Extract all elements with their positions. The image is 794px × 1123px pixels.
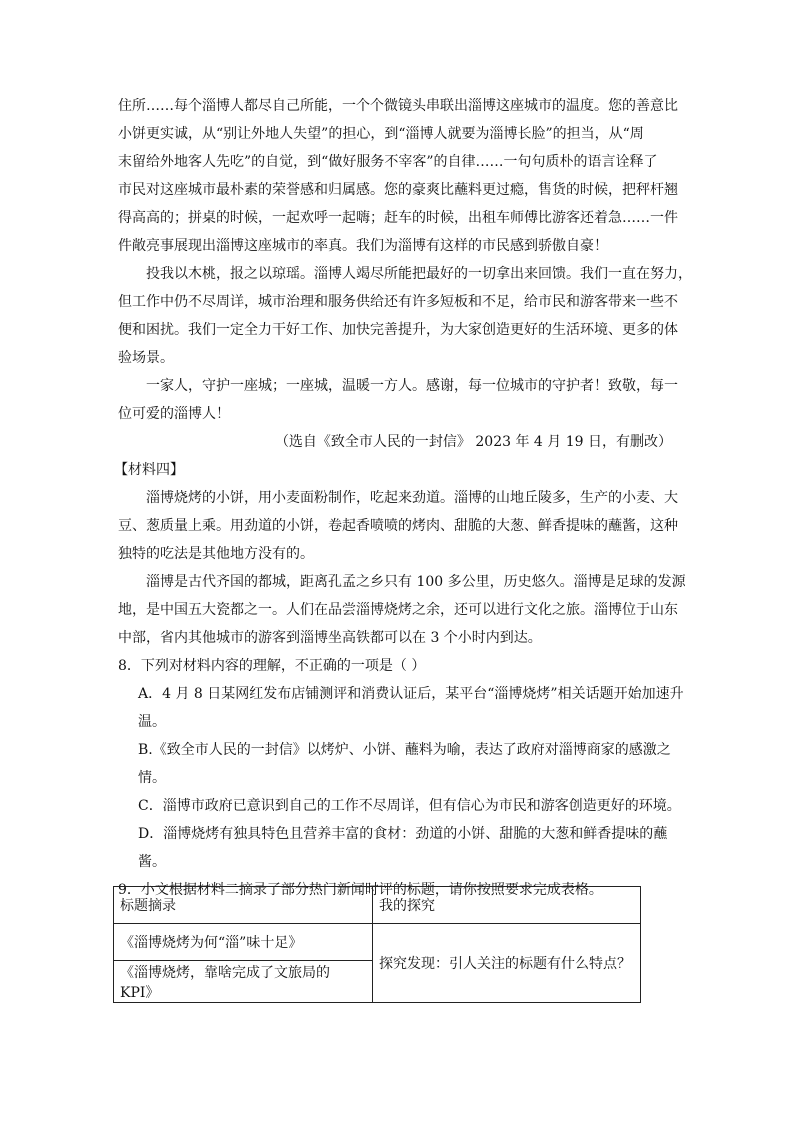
option-a-continued: 温。	[138, 714, 166, 730]
paragraph-residents	[118, 92, 678, 260]
option-c: C．淄博市政府已意识到自己的工作不尽周详，但有信心为市民和游客创造更好的环境。	[138, 798, 681, 814]
section-heading-material-4: 【材料四】	[114, 462, 184, 478]
text-line: 位可爱的淄博人！	[118, 406, 230, 422]
option-b-continued: 情。	[138, 770, 166, 786]
text-line: 独特的吃法是其他地方没有的。	[118, 546, 314, 562]
option-d-continued: 酱。	[138, 854, 166, 870]
text-line: 投我以木桃，报之以琼瑶。淄博人竭尽所能把最好的一切拿出来回馈。我们一直在努力，	[146, 266, 692, 282]
text-line: 淄博是古代齐国的都城，距离孔孟之乡只有 100 多公里，历史悠久。淄博是足球的发源	[146, 574, 686, 590]
source-citation: （选自《致全市人民的一封信》 2023 年 4 月 19 日，有删改）	[274, 434, 672, 450]
text-line: 验场景。	[118, 350, 174, 366]
text-line: 得高高的；拼桌的时候，一起欢呼一起嗨；赶车的时候，出租车师傅比游客还着急……一件	[118, 210, 678, 226]
text-line: 末留给外地客人先吃”的自觉，到“做好服务不宰客”的自律……一句句质朴的语言诠释了	[118, 154, 658, 170]
text-line: 豆、葱质量上乘。用劲道的小饼，卷起香喷喷的烤肉、甜脆的大葱、鲜香提味的蘸酱，这种	[118, 518, 678, 534]
question-stem: 8．下列对材料内容的理解，不正确的一项是（ ）	[118, 658, 426, 674]
text-line: 件敞亮事展现出淄博这座城市的率真。我们为淄博有这样的市民感到骄傲自豪！	[118, 238, 608, 254]
question-8	[118, 652, 684, 876]
table-header-exploration: 我的探究	[373, 887, 641, 924]
table-header-titles: 标题摘录	[114, 887, 373, 924]
option-b: B.《致全市人民的一封信》以烤炉、小饼、蘸料为喻，表达了政府对淄博商家的感激之	[138, 742, 671, 758]
text-line: 但工作中仍不尽周详，城市治理和服务供给还有许多短板和不足，给市民和游客带来一些不	[118, 294, 678, 310]
option-a: A．4 月 8 日某网红发布店铺测评和消费认证后，某平台“淄博烧烤”相关话题开始加速升	[138, 686, 684, 702]
document-body	[114, 92, 692, 904]
text-line: 淄博烧烤的小饼，用小麦面粉制作，吃起来劲道。淄博的山地丘陵多，生产的小麦、大	[146, 490, 678, 506]
text-line: 中部，省内其他城市的游客到淄博坐高铁都可以在 3 个小时内到达。	[118, 630, 542, 646]
text-line: 一家人，守护一座城；一座城，温暖一方人。感谢，每一位城市的守护者！致敬，每一	[146, 378, 678, 394]
text-line: 市民对这座城市最朴素的荣誉感和归属感。您的豪爽比蘸料更过瘾，售货的时候，把秤杆翘	[118, 182, 678, 198]
exploration-table	[113, 886, 641, 1003]
option-d: D．淄博烧烤有独具特色且营养丰富的食材：劲道的小饼、甜脆的大葱和鲜香提味的蘸	[138, 826, 668, 842]
table-cell-title: 《淄博烧烤，靠啥完成了文旅局的 KPI》	[114, 961, 373, 1003]
paragraph-gratitude	[118, 260, 692, 372]
table-cell-exploration-answer[interactable]: 探究发现：引人关注的标题有什么特点？	[373, 924, 641, 1003]
table-row	[114, 924, 641, 961]
paragraph-history	[118, 568, 686, 652]
table-cell-title: 《淄博烧烤为何“淄”味十足》	[114, 924, 373, 961]
text-line: 住所……每个淄博人都尽自己所能，一个个微镜头串联出淄博这座城市的温度。您的善意比	[118, 98, 678, 114]
text-line: 便和困扰。我们一定全力干好工作、加快完善提升，为大家创造更好的生活环境、更多的体	[118, 322, 678, 338]
paragraph-closing	[118, 372, 678, 428]
text-line: 地，是中国五大瓷都之一。人们在品尝淄博烧烤之余，还可以进行文化之旅。淄博位于山东	[118, 602, 678, 618]
table-row	[114, 887, 641, 924]
text-line: 小饼更实诚，从“别让外地人失望”的担心，到“淄博人就要为淄博长脸”的担当，从“周	[118, 126, 644, 142]
paragraph-flatbread	[118, 484, 678, 568]
question-9-stem: 9．小文根据材料二摘录了部分热门新闻时评的标题，请你按照要求完成表格。	[118, 882, 603, 898]
